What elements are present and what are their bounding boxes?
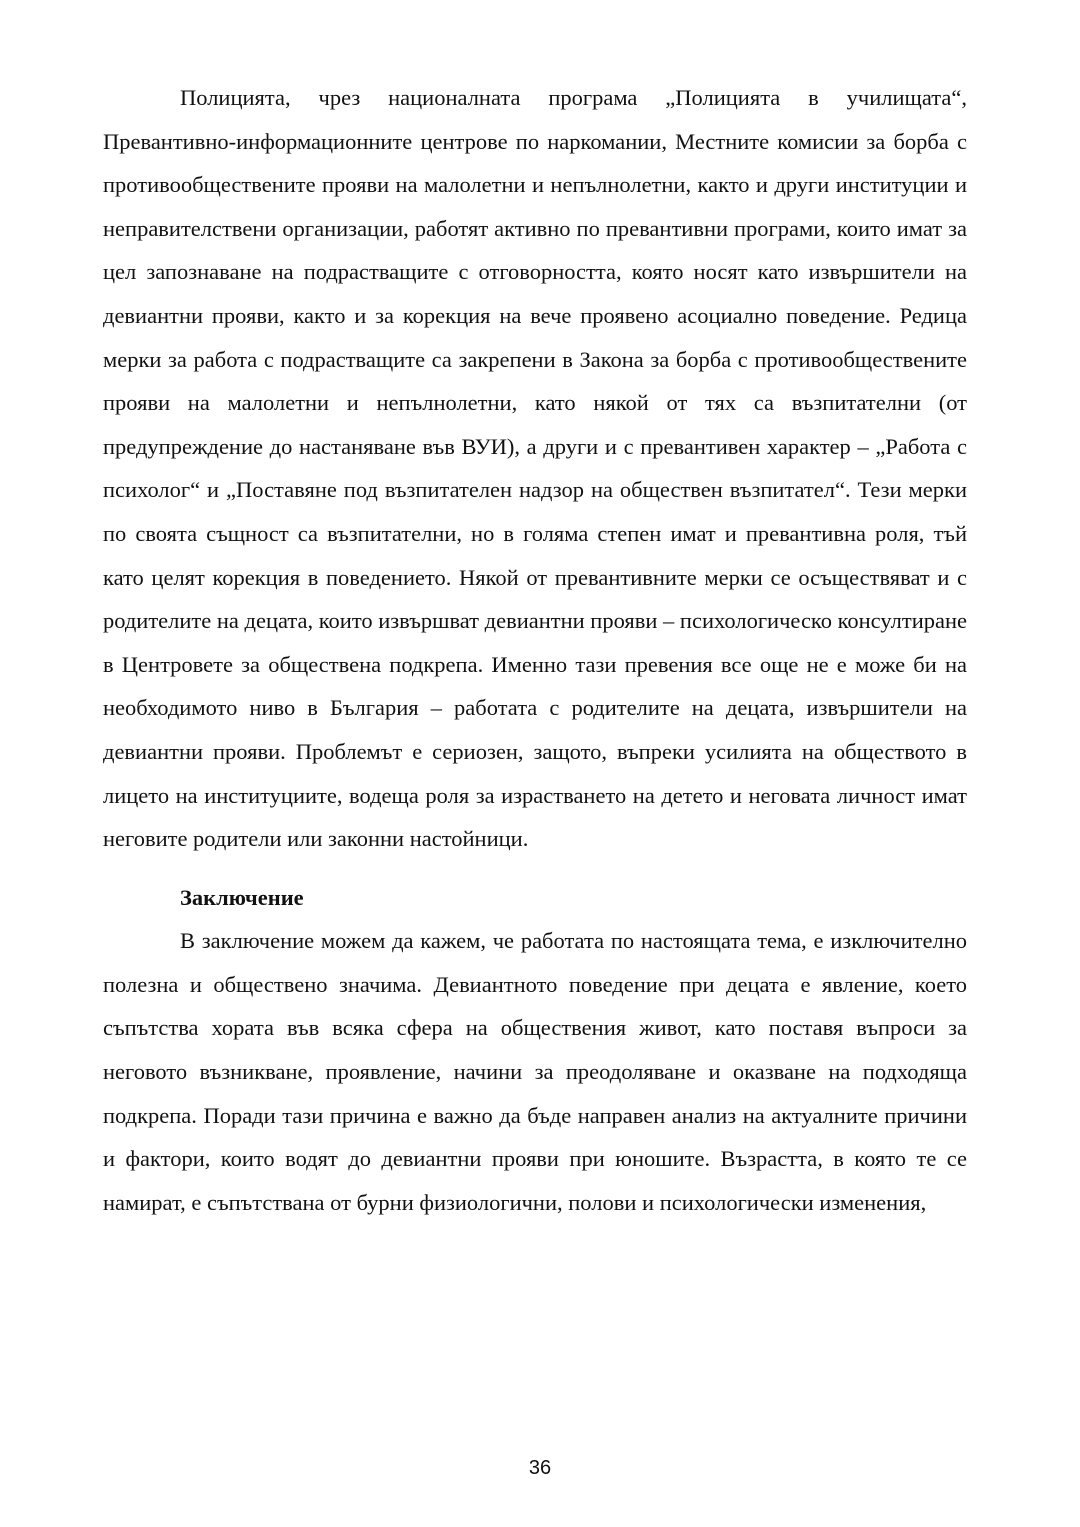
page-number: 36 xyxy=(528,1457,552,1479)
body-paragraph: Полицията, чрез националната програма „Полицията в училищата“, Превантивно-информационните центрове по наркомании, Местните комисии за борба с противообществените прояви на малолетни и непълнолетни, както и други институции и неправителствени организации, работят активно по превантивни програми, които имат за цел запознаване на подрастващите с отговорността, която носят като извършители на девиантни прояви, както и за корекция на вече проявено асоциално поведение. Редица мерки за работа с подрастващите са закрепени в Закона за борба с противообществените прояви на малолетни и непълнолетни, като някой от тях са възпитателни (от предупреждение до настаняване във ВУИ), а други и с превантивен характер – „Работа с психолог“ и „Поставяне под възпитателен надзор на обществен възпитател“. Тези мерки по своята същност са възпитателни, но в голяма степен имат и превантивна роля, тъй като целят корекция в поведението. Някой от превантивните мерки се осъществяват и с родителите на децата, които извършват девиантни прояви – психологическо консултиране в Центровете за обществена подкрепа. Именно тази превения все още не е може би на необходимото ниво в България – работата с родителите на децата, извършители на девиантни прояви. Проблемът е сериозен, защото, въпреки усилията на обществото в лицето на институциите, водеща роля за израстването на детето и неговата личност имат неговите родители или законни настойници. xyxy=(103,85,967,852)
conclusion-paragraph: В заключение можем да кажем, че работата по настоящата тема, е изключително полезна и обществено значима. Девиантното поведение при децата е явление, което съпътства хората във всяка сфера на обществения живот, като поставя въпроси за неговото възникване, проявление, начини за преодоляване и оказване на подходяща подкрепа. Поради тази причина е важно да бъде направен анализ на актуалните причини и фактори, които водят до девиантни прояви при юношите. Възрастта, в която те се намират, е съпътствана от бурни физиологични, полови и психологически изменения, xyxy=(103,928,967,1215)
section-heading: Заключение xyxy=(180,884,304,910)
page-body xyxy=(103,76,967,1224)
